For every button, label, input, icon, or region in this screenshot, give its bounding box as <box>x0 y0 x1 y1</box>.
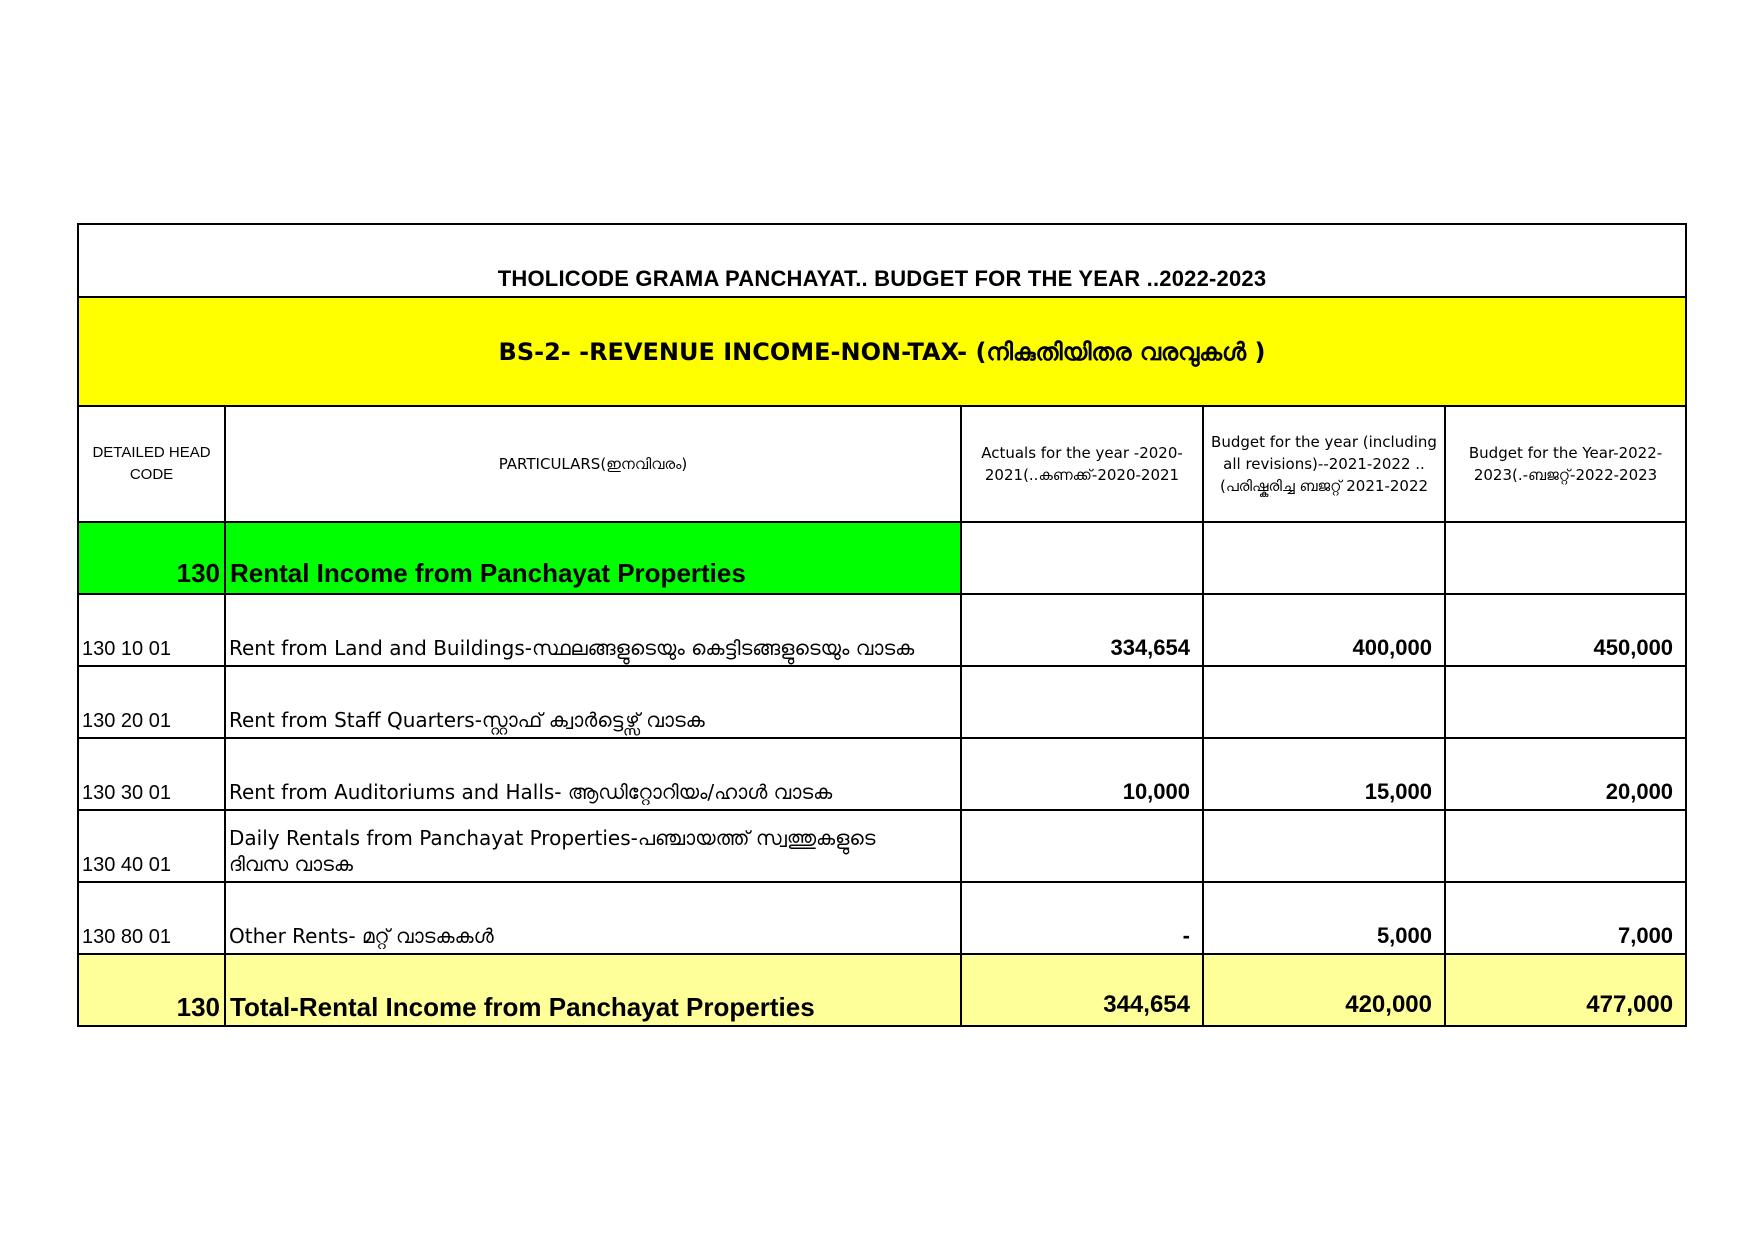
table-row <box>78 594 1686 666</box>
row-revised-budget: 5,000 <box>1203 882 1445 954</box>
group-label: Rental Income from Panchayat Properties <box>225 522 961 594</box>
row-particulars: Rent from Auditoriums and Halls- ആഡിറ്റോറിയം/ഹാൾ വാടക <box>225 738 961 810</box>
section-heading: BS-2- -REVENUE INCOME-NON-TAX- (നികുതിയിതര വരവുകൾ ) <box>78 297 1686 406</box>
row-actuals <box>961 810 1203 882</box>
row-revised-budget: 15,000 <box>1203 738 1445 810</box>
column-header-actuals: Actuals for the year -2020-2021(..കണക്ക്-2020-2021 <box>961 406 1203 522</box>
total-actuals: 344,654 <box>961 954 1203 1026</box>
row-code: 130 30 01 <box>78 738 225 810</box>
row-actuals <box>961 666 1203 738</box>
column-header-budget: Budget for the Year-2022-2023(.-ബജറ്റ്-2022-2023 <box>1445 406 1686 522</box>
column-header-particulars: PARTICULARS(ഇനവിവരം) <box>225 406 961 522</box>
total-label: Total-Rental Income from Panchayat Properties <box>225 954 961 1026</box>
row-revised-budget <box>1203 810 1445 882</box>
group-heading-row <box>78 522 1686 594</box>
group-budget-cell <box>1445 522 1686 594</box>
title-row <box>78 224 1686 297</box>
group-code: 130 <box>78 522 225 594</box>
total-code: 130 <box>78 954 225 1026</box>
table-row <box>78 810 1686 882</box>
row-budget: 7,000 <box>1445 882 1686 954</box>
row-code: 130 80 01 <box>78 882 225 954</box>
row-revised-budget <box>1203 666 1445 738</box>
group-revised-budget-cell <box>1203 522 1445 594</box>
row-budget <box>1445 810 1686 882</box>
table-row <box>78 882 1686 954</box>
row-revised-budget: 400,000 <box>1203 594 1445 666</box>
column-header-row <box>78 406 1686 522</box>
row-particulars: Daily Rentals from Panchayat Properties-പഞ്ചായത്ത് സ്വത്തുകളുടെ ദിവസ വാടക <box>225 810 961 882</box>
table-row <box>78 666 1686 738</box>
row-code: 130 40 01 <box>78 810 225 882</box>
row-particulars: Rent from Staff Quarters-സ്റ്റാഫ് ക്വാർട്ടെഴ്സ് വാടക <box>225 666 961 738</box>
row-actuals: 10,000 <box>961 738 1203 810</box>
row-budget <box>1445 666 1686 738</box>
document-title: THOLICODE GRAMA PANCHAYAT.. BUDGET FOR THE YEAR ..2022-2023 <box>78 224 1686 297</box>
column-header-revised-budget: Budget for the year (including all revisions)--2021-2022 ..(പരിഷ്കരിച്ച ബജറ്റ് 2021-2022 <box>1203 406 1445 522</box>
section-row <box>78 297 1686 406</box>
row-code: 130 10 01 <box>78 594 225 666</box>
row-particulars: Rent from Land and Buildings-സ്ഥലങ്ങളുടെയും കെട്ടിടങ്ങളുടെയും വാടക <box>225 594 961 666</box>
total-row <box>78 954 1686 1026</box>
group-actuals-cell <box>961 522 1203 594</box>
row-budget: 450,000 <box>1445 594 1686 666</box>
column-header-code: DETAILED HEAD CODE <box>78 406 225 522</box>
row-actuals: - <box>961 882 1203 954</box>
row-budget: 20,000 <box>1445 738 1686 810</box>
row-particulars: Other Rents- മറ്റ് വാടകകൾ <box>225 882 961 954</box>
row-actuals: 334,654 <box>961 594 1203 666</box>
budget-table <box>77 223 1687 1027</box>
row-code: 130 20 01 <box>78 666 225 738</box>
total-budget: 477,000 <box>1445 954 1686 1026</box>
table-row <box>78 738 1686 810</box>
total-revised-budget: 420,000 <box>1203 954 1445 1026</box>
